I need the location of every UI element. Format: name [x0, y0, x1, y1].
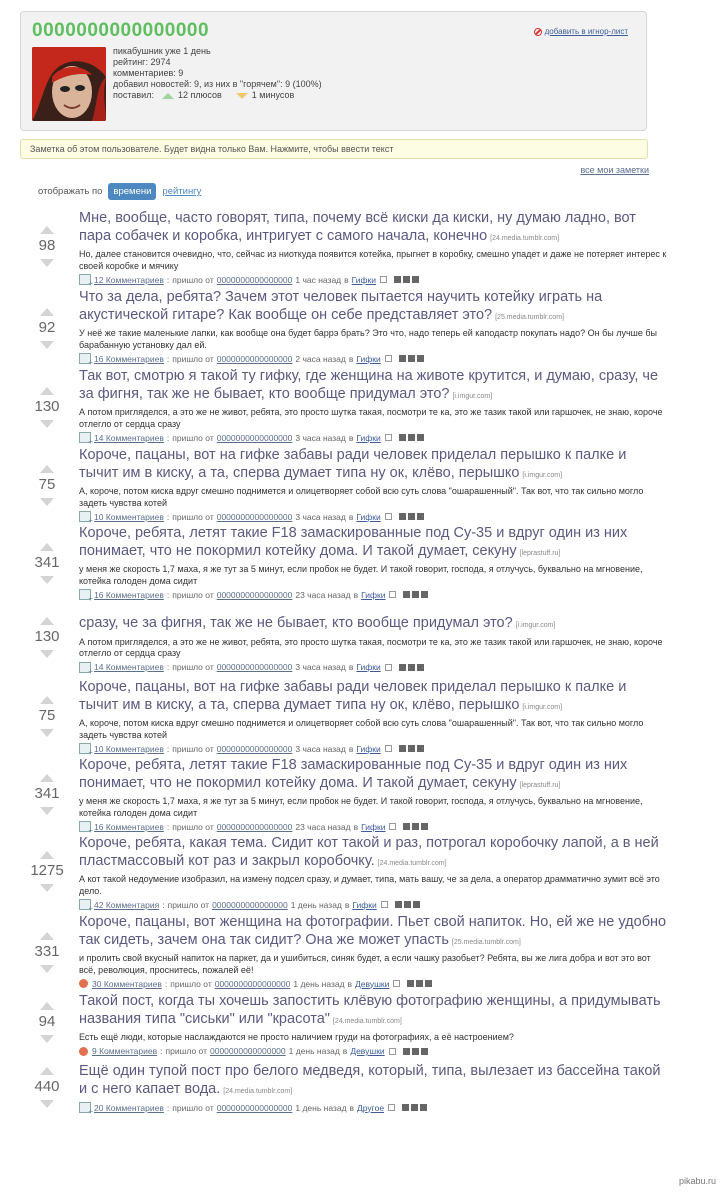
plus-icon	[162, 93, 174, 99]
post-text: А потом пригляделся, а это же не живот, ребята, это просто шутка такая, посмотри те ка, это же тазик такой или гаршочек, не знаю, короче отлегло от сердца сразу	[79, 636, 663, 658]
upvote-arrow-icon[interactable]	[40, 774, 54, 782]
nsfw-icon	[79, 1047, 88, 1056]
post-text: А кот такой недоумение изобразил, на измену подсел сразу, и думает, типа, мать вашу, че за дела, а оператор драмматично зумит всё это дело.	[79, 874, 660, 896]
meta-in-label: в	[348, 662, 354, 672]
post-meta	[79, 820, 669, 833]
sort-bar	[38, 183, 201, 200]
post-title-link[interactable]: Короче, ребята, летят такие F18 замаскированные под Су-35 и вдруг один из них понимает, что не покормил котейку дома. И такой думает, секуну	[79, 757, 628, 791]
post-author-link[interactable]: 0000000000000000	[216, 432, 293, 443]
post-category-link[interactable]: Гифки	[352, 899, 377, 910]
profile-stat-age: пикабушник уже 1 день	[113, 46, 211, 56]
post-text: и пролить свой вкусный напиток на паркет, да и ушибиться, синяк будет, а если чашку разобьет? Ребята, вы же лига добра и вот это вот всё, революция, проснитесь, пожалей её!	[79, 953, 651, 975]
post-time: 2 часа назад	[295, 353, 346, 364]
post-time: 1 день назад	[288, 1046, 340, 1056]
post-author-link[interactable]: 0000000000000000	[216, 662, 293, 672]
save-icon[interactable]	[388, 1104, 395, 1111]
image-post-icon	[79, 1102, 91, 1113]
post-comments-link[interactable]: 16 Комментариев	[94, 353, 164, 364]
save-icon[interactable]	[381, 901, 388, 908]
post-body	[79, 447, 669, 523]
post-author-link[interactable]: 0000000000000000	[214, 978, 291, 989]
meta-posted-label: пришло от	[172, 743, 214, 754]
vk-share-icon[interactable]	[421, 1048, 428, 1055]
minus-icon	[236, 93, 248, 99]
post-text: А, короче, потом киска вдруг смешно поднимется и олицетворяет собой всю суть слова "ошарашенный". Так вот, что так сильно могло задеть чувства котей	[79, 486, 644, 508]
post-title-link[interactable]: Ещё один тупой пост про белого медведя, который, типа, вылезает из бассейна такой и с него капает вода.	[79, 1063, 661, 1097]
downvote-arrow-icon[interactable]	[40, 341, 54, 349]
upvote-arrow-icon[interactable]	[40, 932, 54, 940]
post-body	[79, 525, 669, 601]
meta-posted-label: пришло от	[165, 1046, 207, 1056]
meta-posted-label: пришло от	[172, 511, 214, 522]
post-comments-link[interactable]: 14 Комментариев	[94, 432, 164, 443]
twitter-share-icon[interactable]	[416, 980, 423, 987]
post-body	[79, 615, 669, 674]
facebook-share-icon[interactable]	[402, 1104, 409, 1111]
post-author-link[interactable]: 0000000000000000	[216, 511, 293, 522]
downvote-arrow-icon[interactable]	[40, 807, 54, 815]
meta-separator: :	[166, 511, 170, 522]
twitter-share-icon[interactable]	[408, 355, 415, 362]
twitter-share-icon[interactable]	[408, 513, 415, 520]
post-score: 440	[34, 1078, 60, 1095]
post-category-link[interactable]: Гифки	[356, 432, 381, 443]
post-title-link[interactable]: Короче, пацаны, вот на гифке забавы ради человек приделал перышко к палке и тычит им в киску, а та, сперва думает типа ну ок, клёво, перышко	[79, 447, 627, 481]
twitter-share-icon[interactable]	[408, 745, 415, 752]
save-icon[interactable]	[385, 355, 392, 362]
post-comments-link[interactable]: 42 Комментария	[94, 899, 160, 910]
twitter-share-icon[interactable]	[412, 1048, 419, 1055]
image-post-icon	[79, 432, 91, 443]
post-meta	[79, 977, 669, 990]
post-text: У неё же такие маленькие лапки, как вообще она будет баррэ брать? Это что, надо теперь ей каподастр покупать надо? Он бы лучше бы барабанную установку дал ей.	[79, 328, 658, 350]
post-title	[79, 210, 669, 247]
meta-in-label: в	[344, 899, 350, 910]
post-title	[79, 289, 669, 326]
post-text: Но, далее становится очевидно, что, сейчас из ниоткуда появится котейка, прыгнет в коробку, смешно упадет и даже не потеряет интерес к своей коробке и мячику	[79, 249, 667, 271]
post-author-link[interactable]: 0000000000000000	[209, 1046, 286, 1056]
downvote-arrow-icon[interactable]	[40, 259, 54, 267]
post-source: [leprastuff.ru]	[519, 549, 561, 557]
post-score: 331	[34, 943, 60, 960]
image-post-icon	[79, 743, 91, 754]
downvote-arrow-icon[interactable]	[40, 420, 54, 428]
twitter-share-icon[interactable]	[404, 901, 411, 908]
post-category-link[interactable]: Гифки	[356, 353, 381, 364]
meta-in-label: в	[347, 978, 353, 989]
post-source: [24.media.tumblr.com]	[332, 1017, 402, 1025]
meta-in-label: в	[344, 274, 349, 285]
downvote-arrow-icon[interactable]	[40, 576, 54, 584]
meta-in-label: в	[348, 511, 354, 522]
post-time: 3 часа назад	[295, 511, 346, 522]
post-comments-link[interactable]: 10 Комментариев	[94, 511, 164, 522]
post-text: Есть ещё люди, которые наслаждаются не просто наличием груди на фотографиях, а её настроением?	[79, 1032, 514, 1042]
post-title	[79, 993, 669, 1030]
post-source: [24.media.tumblr.com]	[377, 859, 447, 867]
upvote-arrow-icon[interactable]	[40, 226, 54, 234]
post-time: 1 день назад	[293, 978, 345, 989]
post-title	[79, 1063, 669, 1100]
post-comments-link[interactable]: 12 Комментариев	[94, 274, 164, 285]
meta-in-label: в	[353, 821, 359, 832]
post-text: А, короче, потом киска вдруг смешно поднимется и олицетворяет собой всю суть слова "ошарашенный". Так вот, что так сильно могло задеть чувства котей	[79, 718, 644, 740]
upvote-arrow-icon[interactable]	[40, 543, 54, 551]
image-post-icon	[79, 274, 91, 285]
meta-posted-label: пришло от	[172, 589, 214, 600]
post-author-link[interactable]: 0000000000000000	[216, 274, 293, 285]
save-icon[interactable]	[380, 276, 387, 283]
upvote-arrow-icon[interactable]	[40, 617, 54, 625]
post-title	[79, 525, 669, 562]
profile-username: 0000000000000000	[32, 20, 210, 41]
downvote-arrow-icon[interactable]	[40, 650, 54, 658]
post-score: 341	[34, 785, 60, 802]
meta-separator: :	[166, 589, 170, 600]
post-title	[79, 447, 669, 484]
meta-separator: :	[166, 274, 170, 285]
upvote-arrow-icon[interactable]	[40, 308, 54, 316]
meta-in-label: в	[349, 1102, 355, 1113]
post-time: 1 час назад	[295, 274, 342, 285]
image-post-icon	[79, 589, 91, 600]
post-score: 130	[34, 628, 60, 645]
meta-in-label: в	[348, 353, 354, 364]
downvote-arrow-icon[interactable]	[40, 1100, 54, 1108]
image-post-icon	[79, 353, 91, 364]
meta-in-label: в	[348, 432, 354, 443]
post-comments-link[interactable]: 16 Комментариев	[94, 821, 164, 832]
downvote-arrow-icon[interactable]	[40, 729, 54, 737]
post-score: 92	[38, 319, 56, 336]
downvote-arrow-icon[interactable]	[40, 1035, 54, 1043]
post-title-link[interactable]: Такой пост, когда ты хочешь запостить клёвую фотографию женщины, а придумывать названия типа "сиськи" или "красота"	[79, 993, 661, 1027]
meta-separator: :	[166, 821, 170, 832]
upvote-arrow-icon[interactable]	[40, 387, 54, 395]
facebook-share-icon[interactable]	[403, 591, 410, 598]
meta-separator: :	[164, 978, 168, 989]
image-post-icon	[79, 899, 91, 910]
post-comments-link[interactable]: 20 Комментариев	[94, 1102, 164, 1113]
post-body	[79, 1063, 669, 1114]
meta-in-label: в	[348, 743, 354, 754]
post-meta	[79, 1101, 669, 1114]
vk-share-icon[interactable]	[417, 355, 424, 362]
meta-posted-label: пришло от	[172, 1102, 214, 1113]
save-icon[interactable]	[385, 513, 392, 520]
post-comments-link[interactable]: 9 Комментариев	[92, 1046, 158, 1056]
sort-by-rating-link[interactable]: рейтингу	[162, 186, 202, 197]
post-meta	[79, 742, 669, 755]
meta-posted-label: пришло от	[170, 978, 212, 989]
sort-label: отображать по	[38, 186, 103, 197]
post-score: 341	[34, 554, 60, 571]
post-author-link[interactable]: 0000000000000000	[212, 899, 288, 910]
post-title-link[interactable]: Короче, ребята, летят такие F18 замаскированные под Су-35 и вдруг один из них понимает, что не покормил котейку дома. И такой думает, секуну	[79, 525, 628, 559]
nsfw-icon	[79, 979, 88, 988]
vk-share-icon[interactable]	[417, 745, 424, 752]
upvote-arrow-icon[interactable]	[40, 696, 54, 704]
post-score: 1275	[30, 862, 64, 879]
downvote-arrow-icon[interactable]	[40, 498, 54, 506]
post-body	[79, 914, 669, 990]
post-score: 98	[38, 237, 56, 254]
post-category-link[interactable]: Гифки	[356, 743, 381, 754]
post-category-link[interactable]: Гифки	[361, 821, 386, 832]
vk-share-icon[interactable]	[412, 276, 419, 283]
sort-by-time-button[interactable]: времени	[108, 183, 156, 200]
upvote-arrow-icon[interactable]	[40, 465, 54, 473]
post-author-link[interactable]: 0000000000000000	[216, 589, 293, 600]
post-meta	[79, 352, 669, 365]
votes-minus: 1 минусов	[251, 90, 295, 100]
image-post-icon	[79, 511, 91, 522]
vk-share-icon[interactable]	[421, 591, 428, 598]
ignore-action	[534, 27, 628, 36]
meta-separator: :	[162, 899, 165, 910]
all-notes-link[interactable]: все мои заметки	[580, 165, 649, 175]
meta-posted-label: пришло от	[167, 899, 210, 910]
facebook-share-icon[interactable]	[399, 513, 406, 520]
post-time: 3 часа назад	[295, 432, 346, 443]
post-body	[79, 993, 669, 1058]
post-category-link[interactable]: Гифки	[351, 274, 376, 285]
post-text: у меня же скорость 1,7 маха, я же тут за 5 минут, если пробок не будет. И такой говорит, господа, я отлучусь, буквально на мгновение, котейка голоден дома сидит	[79, 796, 643, 818]
post-source: [25.media.tumblr.com]	[495, 313, 564, 321]
post-meta	[79, 661, 669, 674]
post-score: 75	[38, 476, 56, 493]
save-icon[interactable]	[393, 980, 400, 987]
post-author-link[interactable]: 0000000000000000	[216, 353, 293, 364]
facebook-share-icon[interactable]	[399, 745, 406, 752]
meta-posted-label: пришло от	[172, 274, 214, 285]
post-time: 1 день назад	[290, 899, 342, 910]
meta-separator: :	[166, 1102, 170, 1113]
facebook-share-icon[interactable]	[399, 664, 406, 671]
meta-separator: :	[166, 743, 170, 754]
post-time: 23 часа назад	[295, 821, 351, 832]
upvote-arrow-icon[interactable]	[40, 1067, 54, 1075]
votes-label: поставил:	[113, 90, 154, 100]
post-title	[79, 368, 669, 405]
post-comments-link[interactable]: 14 Комментариев	[94, 662, 164, 672]
profile-stat-news: добавил новостей: 9, из них в "горячем": 9 (100%)	[113, 79, 322, 89]
post-source: [i.imgur.com]	[522, 471, 563, 479]
post-author-link[interactable]: 0000000000000000	[216, 743, 293, 754]
twitter-share-icon[interactable]	[412, 591, 419, 598]
meta-separator: :	[160, 1046, 163, 1056]
downvote-arrow-icon[interactable]	[40, 965, 54, 973]
facebook-share-icon[interactable]	[394, 276, 401, 283]
post-category-link[interactable]: Гифки	[361, 589, 386, 600]
post-title	[79, 757, 669, 794]
post-author-link[interactable]: 0000000000000000	[216, 821, 293, 832]
post-comments-link[interactable]: 10 Комментариев	[94, 743, 164, 754]
user-note-field[interactable]: Заметка об этом пользователе. Будет видна только Вам. Нажмите, чтобы ввести текст	[20, 139, 648, 159]
post-body	[79, 289, 669, 365]
image-post-icon	[79, 662, 91, 673]
post-title-link[interactable]: сразу, че за фигня, так же не бывает, кто вообще придумал это?	[79, 615, 513, 631]
vk-share-icon[interactable]	[420, 1104, 427, 1111]
post-text: у меня же скорость 1,7 маха, я же тут за 5 минут, если пробок не будет. И такой говорит, господа, я отлучусь, буквально на мгновение, котейка голоден дома сидит	[79, 564, 643, 586]
meta-separator: :	[166, 432, 170, 443]
post-time: 1 день назад	[295, 1102, 347, 1113]
post-source: [i.imgur.com]	[452, 392, 493, 400]
post-source: [24.media.tumblr.com]	[490, 234, 560, 242]
ban-icon	[534, 28, 542, 36]
save-icon[interactable]	[385, 745, 392, 752]
save-icon[interactable]	[389, 823, 396, 830]
post-meta	[79, 588, 669, 601]
post-meta	[79, 431, 669, 444]
post-title-link[interactable]: Короче, пацаны, вот женщина на фотографии. Пьет свой напиток. Но, ей же не удобно так сидеть, зачем она так сидит? Она же может упасть	[79, 914, 667, 948]
post-title-link[interactable]: Что за дела, ребята? Зачем этот человек пытается научить котейку играть на акустической гитаре? Как вообще он себе представляет это?	[79, 289, 603, 323]
twitter-share-icon[interactable]	[412, 823, 419, 830]
post-author-link[interactable]: 0000000000000000	[216, 1102, 293, 1113]
post-body	[79, 679, 669, 755]
watermark: pikabu.ru	[678, 1176, 716, 1186]
post-title	[79, 914, 669, 951]
vk-share-icon[interactable]	[413, 901, 420, 908]
post-category-link[interactable]: Гифки	[356, 511, 381, 522]
meta-posted-label: пришло от	[172, 821, 214, 832]
downvote-arrow-icon[interactable]	[40, 884, 54, 892]
post-category-link[interactable]: Девушки	[355, 978, 390, 989]
facebook-share-icon[interactable]	[395, 901, 402, 908]
post-comments-link[interactable]: 30 Комментариев	[92, 978, 162, 989]
profile-stat-comments: комментариев: 9	[113, 68, 184, 78]
post-source: [24.media.tumblr.com]	[223, 1087, 293, 1095]
post-category-link[interactable]: Гифки	[356, 662, 381, 672]
add-to-ignore-link[interactable]: добавить в игнор-лист	[544, 27, 628, 36]
post-time: 3 часа назад	[295, 743, 346, 754]
meta-separator: :	[166, 353, 170, 364]
post-meta	[79, 510, 669, 523]
vk-share-icon[interactable]	[421, 823, 428, 830]
post-time: 23 часа назад	[295, 589, 351, 600]
meta-posted-label: пришло от	[172, 353, 214, 364]
twitter-share-icon[interactable]	[408, 664, 415, 671]
facebook-share-icon[interactable]	[403, 1048, 410, 1055]
post-source: [i.imgur.com]	[515, 622, 556, 629]
vk-share-icon[interactable]	[417, 513, 424, 520]
post-time: 3 часа назад	[295, 662, 346, 672]
profile-votes	[113, 90, 294, 101]
vk-share-icon[interactable]	[425, 980, 432, 987]
twitter-share-icon[interactable]	[403, 276, 410, 283]
post-score: 130	[34, 398, 60, 415]
post-body	[79, 368, 669, 444]
profile-stat-rating: рейтинг: 2974	[113, 57, 171, 67]
upvote-arrow-icon[interactable]	[40, 851, 54, 859]
facebook-share-icon[interactable]	[403, 823, 410, 830]
post-title	[79, 615, 669, 635]
save-icon[interactable]	[389, 1048, 396, 1055]
profile-info	[113, 46, 322, 101]
facebook-share-icon[interactable]	[399, 434, 406, 441]
post-body	[79, 210, 669, 286]
meta-posted-label: пришло от	[172, 662, 214, 672]
post-title-link[interactable]: Короче, пацаны, вот на гифке забавы ради человек приделал перышко к палке и тычит им в киску, а та, сперва думает типа ну ок, клёво, перышко	[79, 679, 627, 713]
facebook-share-icon[interactable]	[407, 980, 414, 987]
save-icon[interactable]	[385, 664, 392, 671]
post-source: [i.imgur.com]	[522, 703, 563, 711]
post-meta	[79, 898, 669, 911]
vk-share-icon[interactable]	[417, 434, 424, 441]
post-title	[79, 835, 669, 872]
save-icon[interactable]	[389, 591, 396, 598]
post-body	[79, 835, 669, 911]
save-icon[interactable]	[385, 434, 392, 441]
post-title	[79, 679, 669, 716]
avatar	[32, 47, 106, 121]
post-meta	[79, 273, 669, 286]
meta-in-label: в	[342, 1046, 348, 1056]
meta-in-label: в	[353, 589, 359, 600]
post-category-link[interactable]: Другое	[357, 1102, 385, 1113]
post-text: А потом пригляделся, а это же не живот, ребята, это просто шутка такая, посмотри те ка, это же тазик такой или гаршочек, не знаю, короче отлегло от сердца сразу	[79, 407, 663, 429]
post-title-link[interactable]: Так вот, смотрю я такой ту гифку, где женщина на животе крутится, и думаю, сразу, че за фигня, так же не бывает, кто вообще придумал это?	[79, 368, 659, 402]
facebook-share-icon[interactable]	[399, 355, 406, 362]
votes-plus: 12 плюсов	[177, 90, 222, 100]
post-category-link[interactable]: Девушки	[350, 1046, 385, 1056]
post-score: 94	[38, 1013, 56, 1030]
post-title-link[interactable]: Мне, вообще, часто говорят, типа, почему всё киски да киски, ну думаю ладно, вот пара собачек и коробка, интригует с самого начала, конечно	[79, 210, 636, 244]
vk-share-icon[interactable]	[417, 664, 424, 671]
post-body	[79, 757, 669, 833]
post-score: 75	[38, 707, 56, 724]
upvote-arrow-icon[interactable]	[40, 1002, 54, 1010]
post-source: [leprastuff.ru]	[519, 781, 561, 789]
twitter-share-icon[interactable]	[408, 434, 415, 441]
meta-separator: :	[166, 662, 170, 672]
twitter-share-icon[interactable]	[411, 1104, 418, 1111]
image-post-icon	[79, 821, 91, 832]
post-source: [25.media.tumblr.com]	[451, 938, 521, 946]
post-meta	[79, 1045, 669, 1058]
meta-posted-label: пришло от	[172, 432, 214, 443]
post-comments-link[interactable]: 16 Комментариев	[94, 589, 164, 600]
profile-card	[20, 11, 647, 131]
post-title-link[interactable]: Короче, ребята, какая тема. Сидит кот такой и раз, потрогал коробочку лапой, а в ней пластмассовый кот раз и закрыл коробочку.	[79, 835, 659, 869]
